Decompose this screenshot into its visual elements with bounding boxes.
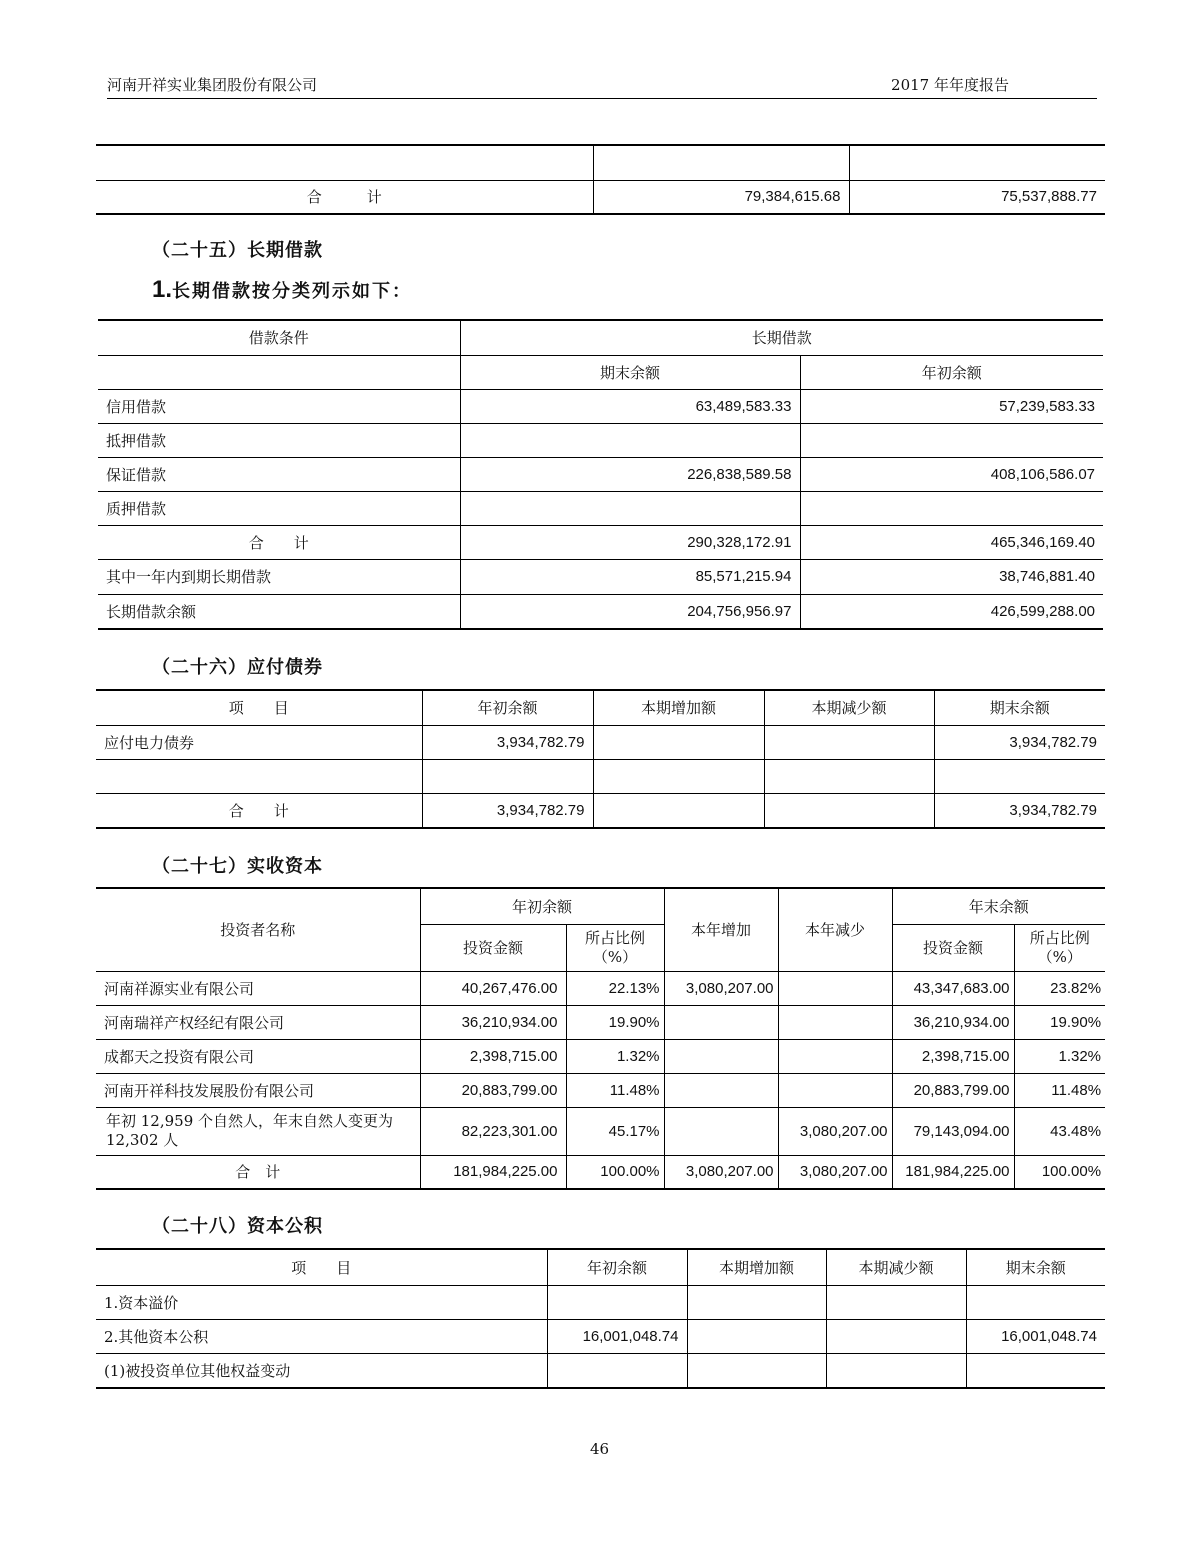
table-row — [98, 491, 1103, 525]
table-cell: 38,746,881.40 — [800, 559, 1103, 594]
long-term-loans-table — [98, 319, 1103, 630]
row-label: 合 计 — [96, 793, 422, 828]
table-cell — [764, 725, 934, 759]
table-cell: 40,267,476.00 — [420, 971, 566, 1005]
continued-table — [96, 144, 1105, 215]
table-cell: 16,001,048.74 — [966, 1319, 1105, 1353]
table-cell: 100.00% — [566, 1155, 664, 1189]
total-row — [96, 1155, 1105, 1189]
report-title: 2017 年年度报告 — [891, 76, 1009, 94]
row-label: 河南开祥科技发展股份有限公司 — [96, 1073, 420, 1107]
paid-in-capital-table — [96, 887, 1105, 1190]
table-cell — [460, 491, 800, 525]
table-header-row — [96, 888, 1105, 924]
table-cell: 36,210,934.00 — [420, 1005, 566, 1039]
table-cell — [547, 1285, 687, 1319]
subsection-title — [152, 276, 412, 304]
row-label: 年初 12,959 个自然人，年末自然人变更为 12,302 人 — [96, 1107, 420, 1155]
table-header-row — [98, 320, 1103, 355]
bonds-payable-table — [96, 689, 1105, 829]
row-label: 长期借款余额 — [98, 594, 460, 629]
table-row — [98, 389, 1103, 423]
row-label: 应付电力债券 — [96, 725, 422, 759]
table-cell: 20,883,799.00 — [892, 1073, 1014, 1107]
table-cell — [96, 145, 593, 180]
table-cell — [966, 1353, 1105, 1388]
column-header: 年末余额 — [892, 888, 1105, 924]
column-header: 期末余额 — [934, 690, 1105, 725]
table-cell: 16,001,048.74 — [547, 1319, 687, 1353]
row-label: 质押借款 — [98, 491, 460, 525]
column-header: 本期减少额 — [826, 1249, 966, 1285]
table-row — [98, 423, 1103, 457]
table-cell: 57,239,583.33 — [800, 389, 1103, 423]
column-header: 投资金额 — [420, 924, 566, 971]
table-cell: 3,934,782.79 — [934, 725, 1105, 759]
column-header: 年初余额 — [420, 888, 664, 924]
table-cell — [664, 1073, 778, 1107]
table-cell: 19.90% — [1014, 1005, 1105, 1039]
row-label: 合 计 — [98, 525, 460, 559]
table-header-row — [96, 1249, 1105, 1285]
table-cell — [778, 1039, 892, 1073]
company-name: 河南开祥实业集团股份有限公司 — [107, 76, 318, 94]
table-header-row — [96, 690, 1105, 725]
total-row — [98, 525, 1103, 559]
table-cell — [800, 423, 1103, 457]
table-cell — [966, 1285, 1105, 1319]
column-header: 投资者名称 — [96, 888, 420, 971]
table-cell: 3,934,782.79 — [934, 793, 1105, 828]
table-cell: 11.48% — [566, 1073, 664, 1107]
table-row — [96, 725, 1105, 759]
table-cell — [800, 491, 1103, 525]
row-label: 抵押借款 — [98, 423, 460, 457]
table-cell: 1.32% — [1014, 1039, 1105, 1073]
table-cell: 2,398,715.00 — [420, 1039, 566, 1073]
table-row — [96, 1285, 1105, 1319]
column-header: 项 目 — [96, 1249, 547, 1285]
table-cell: 36,210,934.00 — [892, 1005, 1014, 1039]
column-header: 所占比例（%） — [1014, 924, 1105, 971]
table-header-row — [98, 355, 1103, 389]
table-cell — [593, 759, 764, 793]
table-row — [98, 559, 1103, 594]
table-cell — [98, 355, 460, 389]
total-label: 合 计 — [96, 180, 593, 214]
table-cell — [849, 145, 1105, 180]
table-cell — [664, 1107, 778, 1155]
row-label: 保证借款 — [98, 457, 460, 491]
total-row — [96, 793, 1105, 828]
table-cell: 22.13% — [566, 971, 664, 1005]
table-row — [96, 1039, 1105, 1073]
table-cell: 3,080,207.00 — [664, 1155, 778, 1189]
table-row — [96, 971, 1105, 1005]
column-header: 本期减少额 — [764, 690, 934, 725]
table-cell: 45.17% — [566, 1107, 664, 1155]
table-cell: 181,984,225.00 — [420, 1155, 566, 1189]
table-cell — [547, 1353, 687, 1388]
table-cell: 82,223,301.00 — [420, 1107, 566, 1155]
table-cell: 63,489,583.33 — [460, 389, 800, 423]
column-header: 年初余额 — [547, 1249, 687, 1285]
capital-reserve-table — [96, 1248, 1105, 1389]
total-value: 79,384,615.68 — [593, 180, 849, 214]
row-label: 信用借款 — [98, 389, 460, 423]
table-cell — [826, 1353, 966, 1388]
page-header — [107, 74, 1097, 99]
row-label: 河南祥源实业有限公司 — [96, 971, 420, 1005]
table-row — [96, 1073, 1105, 1107]
page-number: 46 — [589, 1440, 610, 1458]
table-cell: 2,398,715.00 — [892, 1039, 1014, 1073]
row-label: 其中一年内到期长期借款 — [98, 559, 460, 594]
table-cell: 85,571,215.94 — [460, 559, 800, 594]
table-cell — [826, 1319, 966, 1353]
table-cell: 290,328,172.91 — [460, 525, 800, 559]
column-header: 投资金额 — [892, 924, 1014, 971]
total-value: 75,537,888.77 — [849, 180, 1105, 214]
table-cell — [778, 1073, 892, 1107]
table-cell — [664, 1039, 778, 1073]
table-row — [96, 1353, 1105, 1388]
table-cell: 3,080,207.00 — [664, 971, 778, 1005]
table-cell — [687, 1319, 826, 1353]
column-header: 本期增加额 — [593, 690, 764, 725]
table-cell: 426,599,288.00 — [800, 594, 1103, 629]
table-cell: 204,756,956.97 — [460, 594, 800, 629]
row-label: 合 计 — [96, 1155, 420, 1189]
column-header: 本年减少 — [778, 888, 892, 971]
row-label: 1.资本溢价 — [96, 1285, 547, 1319]
table-cell: 3,934,782.79 — [422, 725, 593, 759]
column-header: 年初余额 — [800, 355, 1103, 389]
column-header: 项 目 — [96, 690, 422, 725]
table-cell: 3,080,207.00 — [778, 1107, 892, 1155]
table-cell: 19.90% — [566, 1005, 664, 1039]
table-cell: 79,143,094.00 — [892, 1107, 1014, 1155]
total-row — [96, 180, 1105, 214]
table-cell: 23.82% — [1014, 971, 1105, 1005]
table-cell — [764, 759, 934, 793]
table-cell: 3,080,207.00 — [778, 1155, 892, 1189]
table-cell — [687, 1285, 826, 1319]
table-row — [96, 1319, 1105, 1353]
column-header: 所占比例（%） — [566, 924, 664, 971]
subsection-text: 长期借款按分类列示如下： — [172, 281, 413, 302]
table-row — [98, 594, 1103, 629]
table-cell — [778, 971, 892, 1005]
column-header: 期末余额 — [460, 355, 800, 389]
table-cell: 408,106,586.07 — [800, 457, 1103, 491]
table-row — [96, 145, 1105, 180]
table-cell: 20,883,799.00 — [420, 1073, 566, 1107]
table-cell — [422, 759, 593, 793]
table-cell: 11.48% — [1014, 1073, 1105, 1107]
section-title-paid-in-capital: （二十七）实收资本 — [152, 856, 323, 877]
table-row — [96, 1107, 1105, 1155]
table-cell — [593, 725, 764, 759]
column-header: 年初余额 — [422, 690, 593, 725]
column-header: 本期增加额 — [687, 1249, 826, 1285]
row-label: 2.其他资本公积 — [96, 1319, 547, 1353]
row-label: (1)被投资单位其他权益变动 — [96, 1353, 547, 1388]
column-header: 借款条件 — [98, 320, 460, 355]
table-row — [98, 457, 1103, 491]
table-cell: 465,346,169.40 — [800, 525, 1103, 559]
table-cell: 181,984,225.00 — [892, 1155, 1014, 1189]
table-cell: 3,934,782.79 — [422, 793, 593, 828]
column-header: 本年增加 — [664, 888, 778, 971]
table-cell: 43,347,683.00 — [892, 971, 1014, 1005]
row-label: 成都天之投资有限公司 — [96, 1039, 420, 1073]
table-cell — [460, 423, 800, 457]
table-cell — [687, 1353, 826, 1388]
table-cell — [593, 145, 849, 180]
table-cell — [778, 1005, 892, 1039]
table-cell — [764, 793, 934, 828]
table-cell — [826, 1285, 966, 1319]
table-cell — [934, 759, 1105, 793]
section-title-long-term-loans: （二十五）长期借款 — [152, 240, 323, 261]
subsection-number: 1. — [152, 276, 173, 303]
table-row — [96, 759, 1105, 793]
table-cell — [593, 793, 764, 828]
table-cell: 100.00% — [1014, 1155, 1105, 1189]
table-cell: 1.32% — [566, 1039, 664, 1073]
table-cell: 226,838,589.58 — [460, 457, 800, 491]
section-title-bonds-payable: （二十六）应付债券 — [152, 657, 323, 678]
table-cell — [664, 1005, 778, 1039]
row-label: 河南瑞祥产权经纪有限公司 — [96, 1005, 420, 1039]
table-row — [96, 1005, 1105, 1039]
row-label — [96, 759, 422, 793]
table-cell: 43.48% — [1014, 1107, 1105, 1155]
column-header: 长期借款 — [460, 320, 1103, 355]
column-header: 期末余额 — [966, 1249, 1105, 1285]
section-title-capital-reserve: （二十八）资本公积 — [152, 1216, 323, 1237]
